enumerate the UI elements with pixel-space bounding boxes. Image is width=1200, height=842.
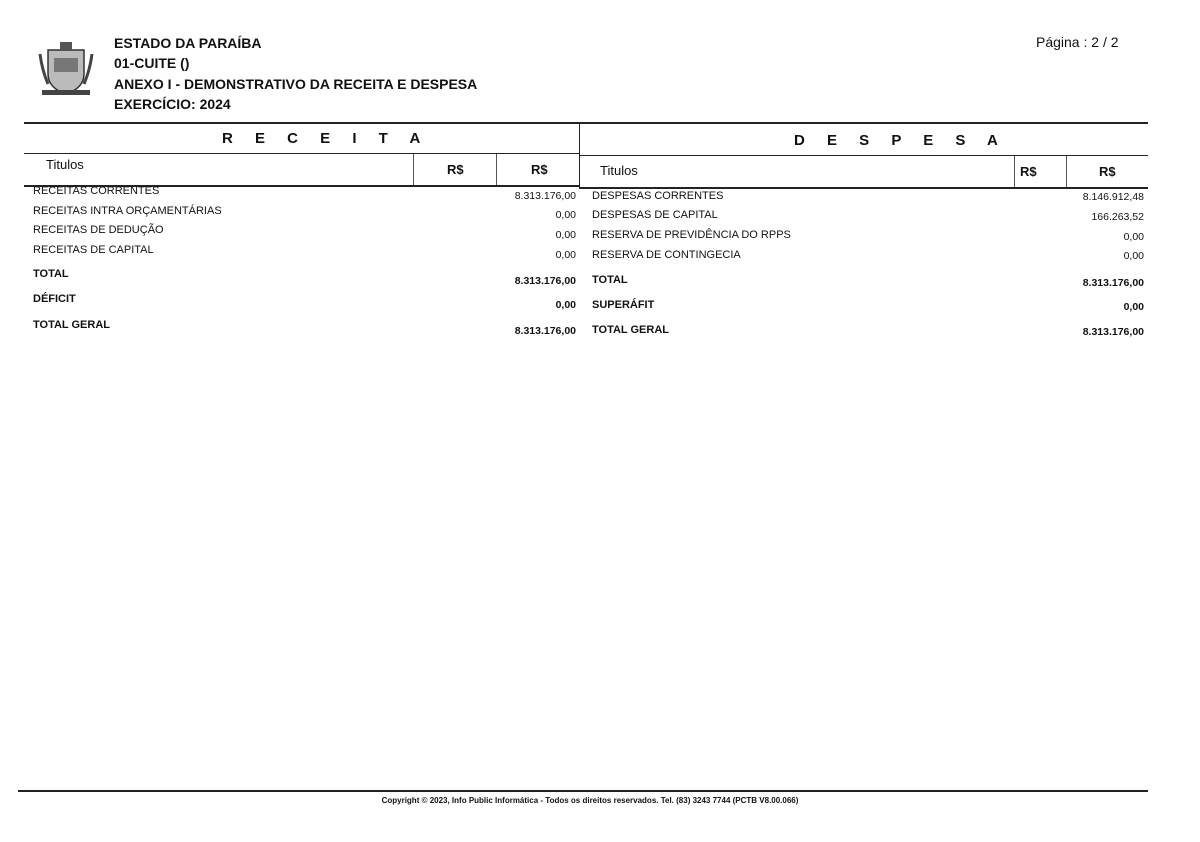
header-entity: 01-CUITE () <box>114 55 190 71</box>
despesa-row-value: 166.263,52 <box>1091 211 1144 223</box>
receita-row-label: RECEITAS DE CAPITAL <box>33 244 154 256</box>
receita-title: R E C E I T A <box>222 130 430 147</box>
despesa-header-rule <box>580 187 1148 189</box>
receita-total-value: 8.313.176,00 <box>514 275 576 287</box>
receita-row-label: RECEITAS DE DEDUÇÃO <box>33 224 164 236</box>
receita-deficit-label: DÉFICIT <box>33 293 76 305</box>
receita-row-value: 0,00 <box>555 209 576 221</box>
page-number: Página : 2 / 2 <box>1036 34 1119 50</box>
despesa-title: D E S P E S A <box>794 132 1007 149</box>
despesa-row-value: 0,00 <box>1123 231 1144 243</box>
receita-row-value: 0,00 <box>555 249 576 261</box>
receita-row-label: RECEITAS INTRA ORÇAMENTÁRIAS <box>33 205 222 217</box>
receita-col-rs-2: R$ <box>531 162 548 177</box>
state-crest-icon <box>38 40 94 98</box>
despesa-row-value: 0,00 <box>1123 250 1144 262</box>
despesa-col-rs-1: R$ <box>1020 164 1037 179</box>
despesa-superavit-value: 0,00 <box>1123 301 1144 313</box>
despesa-row-label: RESERVA DE CONTINGECIA <box>592 249 741 261</box>
top-divider <box>24 122 1148 124</box>
receita-col-rs-1: R$ <box>447 162 464 177</box>
receita-col-sep-2 <box>496 154 497 186</box>
despesa-superavit-label: SUPERÁFIT <box>592 299 655 311</box>
despesa-total-geral-value: 8.313.176,00 <box>1082 326 1144 338</box>
despesa-total-geral-label: TOTAL GERAL <box>592 324 669 336</box>
receita-row-label: RECEITAS CORRENTES <box>33 185 160 197</box>
receita-col-sep-1 <box>413 154 414 186</box>
header-exercise: EXERCÍCIO: 2024 <box>114 96 231 112</box>
despesa-col-sep-2 <box>1066 156 1067 188</box>
despesa-col-titulos: Titulos <box>600 163 638 178</box>
receita-col-titulos: Titulos <box>46 157 84 172</box>
receita-row-value: 8.313.176,00 <box>514 190 576 202</box>
section-divider <box>579 124 580 189</box>
despesa-title-underline <box>580 155 1148 156</box>
despesa-row-label: RESERVA DE PREVIDÊNCIA DO RPPS <box>592 229 791 241</box>
footer-divider <box>18 790 1148 792</box>
receita-deficit-value: 0,00 <box>555 299 576 311</box>
despesa-row-label: DESPESAS CORRENTES <box>592 190 724 202</box>
header-state: ESTADO DA PARAÍBA <box>114 35 262 51</box>
receita-total-label: TOTAL <box>33 268 69 280</box>
despesa-total-value: 8.313.176,00 <box>1082 277 1144 289</box>
despesa-row-value: 8.146.912,48 <box>1082 191 1144 203</box>
despesa-col-sep-1 <box>1014 156 1015 188</box>
footer-copyright: Copyright © 2023, Info Public Informática - Todos os direitos reservados. Tel. (83) 3243 7744 (PCTB V8.00.066) <box>381 796 799 805</box>
receita-row-value: 0,00 <box>555 229 576 241</box>
header-annex-title: ANEXO I - DEMONSTRATIVO DA RECEITA E DESPESA <box>114 76 478 92</box>
despesa-row-label: DESPESAS DE CAPITAL <box>592 209 718 221</box>
despesa-col-rs-2: R$ <box>1099 164 1116 179</box>
receita-total-geral-value: 8.313.176,00 <box>514 325 576 337</box>
despesa-total-label: TOTAL <box>592 274 628 286</box>
receita-total-geral-label: TOTAL GERAL <box>33 319 110 331</box>
